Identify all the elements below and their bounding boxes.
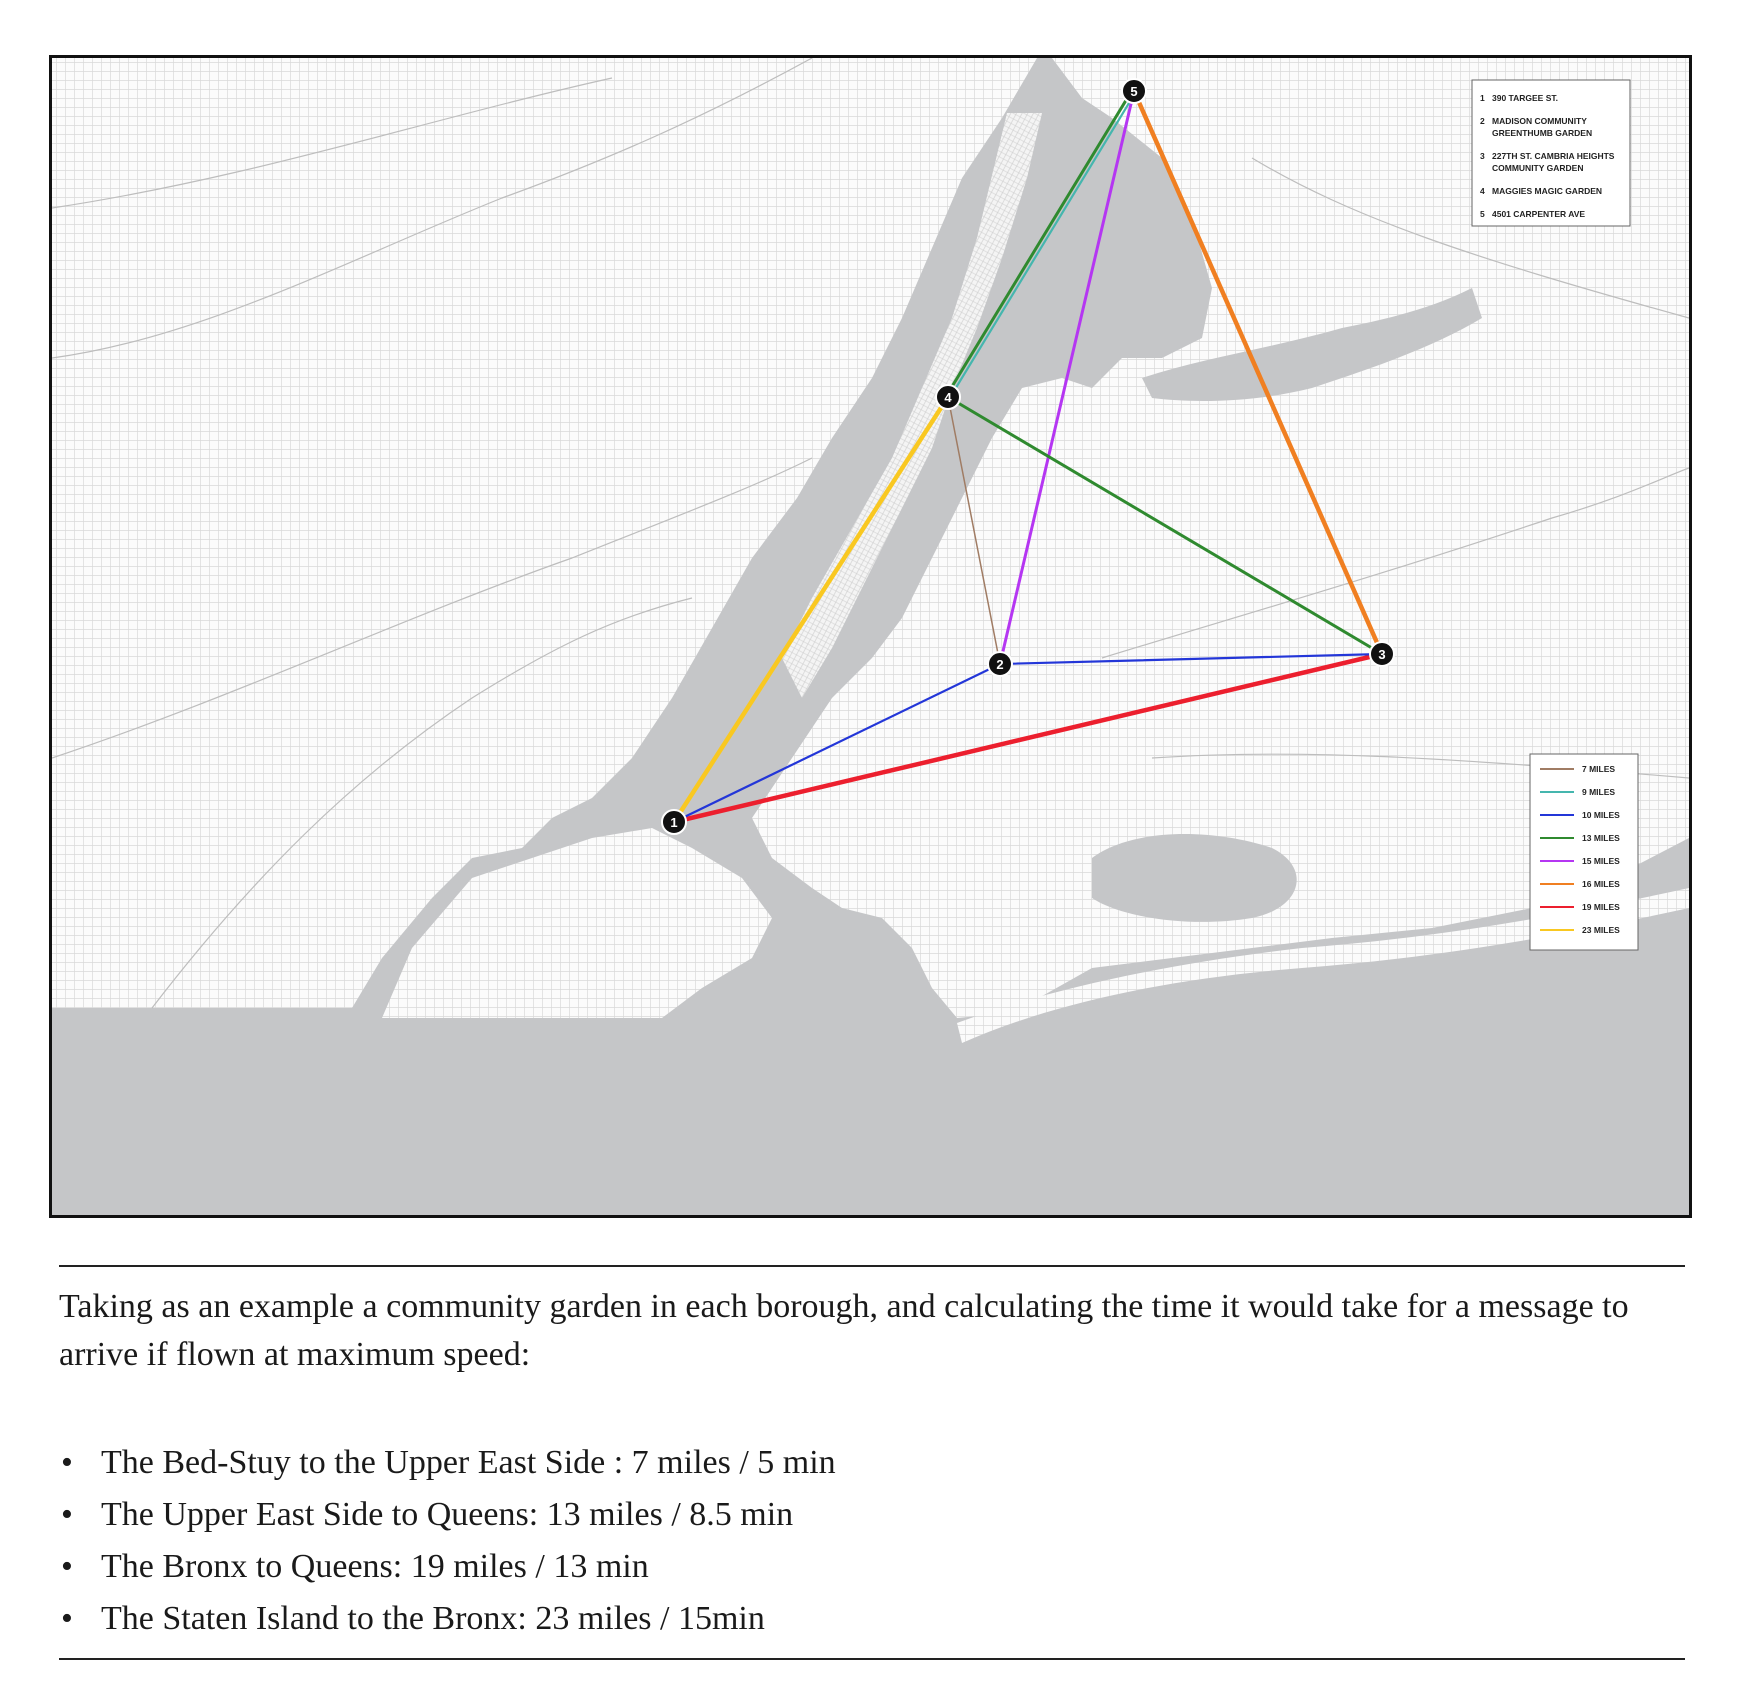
land (52, 58, 1689, 1043)
list-item-text: The Bronx to Queens: 19 miles / 13 min (101, 1548, 649, 1585)
legend-label: 23 MILES (1582, 925, 1620, 935)
bullet-icon: • (61, 1600, 73, 1637)
map-frame (49, 55, 1692, 1218)
key-name-2-line-2: GREENTHUMB GARDEN (1492, 128, 1593, 138)
top-divider (59, 1265, 1685, 1267)
bottom-divider (59, 1658, 1685, 1660)
location-marker-3-label: 3 (1378, 647, 1386, 662)
location-marker-1-label: 1 (670, 815, 678, 830)
bullet-icon: • (61, 1444, 73, 1481)
list-item-text: The Bed-Stuy to the Upper East Side : 7 miles / 5 min (101, 1444, 836, 1481)
key-name-1: 390 TARGEE ST. (1492, 93, 1558, 103)
key-number-3: 3 (1480, 151, 1485, 161)
legend-label: 16 MILES (1582, 879, 1620, 889)
legend-label: 10 MILES (1582, 810, 1620, 820)
legend-label: 7 MILES (1582, 764, 1616, 774)
legend-label: 13 MILES (1582, 833, 1620, 843)
list-item (59, 1489, 836, 1541)
location-marker-5[interactable] (1122, 79, 1146, 103)
key-name-2-line-1: MADISON COMMUNITY (1492, 116, 1587, 126)
location-marker-3[interactable] (1370, 642, 1394, 666)
location-marker-2-label: 2 (996, 657, 1004, 672)
intro-paragraph: Taking as an example a community garden in each borough, and calculating the time it would take for a message to arrive if flown at maximum speed: (59, 1288, 1629, 1373)
bullet-icon: • (61, 1548, 73, 1585)
key-number-2: 2 (1480, 116, 1485, 126)
legend-label: 9 MILES (1582, 787, 1616, 797)
key-name-5: 4501 CARPENTER AVE (1492, 209, 1586, 219)
key-number-1: 1 (1480, 93, 1485, 103)
location-marker-2[interactable] (988, 652, 1012, 676)
bullet-icon: • (61, 1496, 73, 1533)
legend-label: 15 MILES (1582, 856, 1620, 866)
list-item (59, 1437, 836, 1489)
location-marker-5-label: 5 (1130, 84, 1138, 99)
list-item-text: The Upper East Side to Queens: 13 miles / 8.5 min (101, 1496, 794, 1533)
key-name-4: MAGGIES MAGIC GARDEN (1492, 186, 1603, 196)
key-number-4: 4 (1480, 186, 1485, 196)
location-marker-1[interactable] (662, 810, 686, 834)
map[interactable] (52, 58, 1689, 1215)
key-name-3-line-2: COMMUNITY GARDEN (1492, 163, 1584, 173)
legend-label: 19 MILES (1582, 902, 1620, 912)
distance-list (59, 1437, 836, 1645)
list-item (59, 1593, 836, 1645)
list-item-text: The Staten Island to the Bronx: 23 miles / 15min (101, 1600, 765, 1637)
list-item (59, 1541, 836, 1593)
key-name-3-line-1: 227TH ST. CAMBRIA HEIGHTS (1492, 151, 1615, 161)
key-number-5: 5 (1480, 209, 1485, 219)
locations-key (1472, 80, 1630, 226)
location-marker-4-label: 4 (944, 390, 952, 405)
location-marker-4[interactable] (936, 385, 960, 409)
distance-legend (1530, 754, 1638, 950)
